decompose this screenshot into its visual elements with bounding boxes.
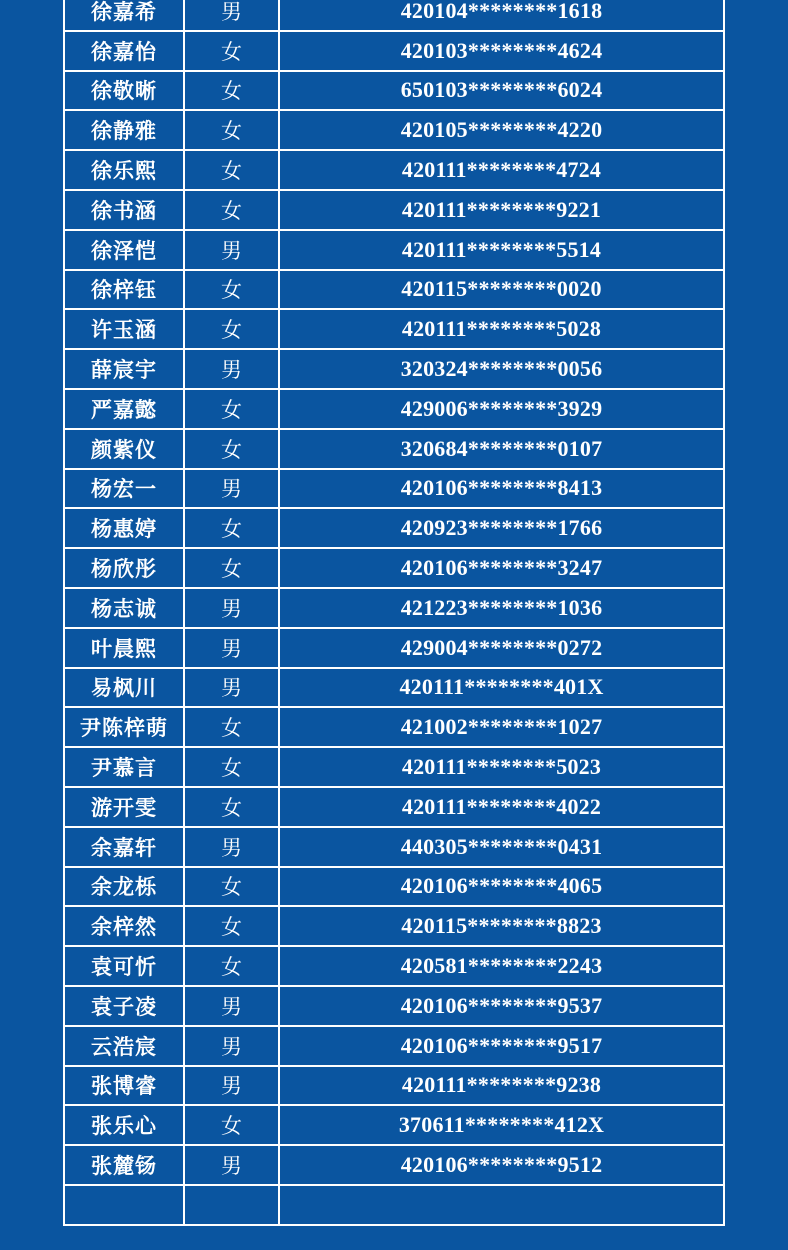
gender-cell: 女 (184, 389, 279, 429)
table-row (64, 270, 724, 310)
name-cell: 徐梓钰 (64, 270, 184, 310)
gender-cell: 男 (184, 827, 279, 867)
id-number-cell (279, 1185, 724, 1225)
table-row (64, 1145, 724, 1185)
gender-cell: 男 (184, 230, 279, 270)
id-number-cell: 420111********4022 (279, 787, 724, 827)
table-row (64, 190, 724, 230)
table-row (64, 986, 724, 1026)
gender-cell: 女 (184, 946, 279, 986)
name-cell: 云浩宸 (64, 1026, 184, 1066)
roster-table-body (64, 0, 724, 1225)
table-row (64, 429, 724, 469)
id-number-cell: 370611********412X (279, 1105, 724, 1145)
id-number-cell: 420115********8823 (279, 906, 724, 946)
name-cell: 许玉涵 (64, 309, 184, 349)
id-number-cell: 420111********9238 (279, 1066, 724, 1106)
gender-cell: 女 (184, 747, 279, 787)
id-number-cell: 421002********1027 (279, 707, 724, 747)
table-row (64, 31, 724, 71)
id-number-cell: 429006********3929 (279, 389, 724, 429)
table-row (64, 1105, 724, 1145)
name-cell: 杨志诚 (64, 588, 184, 628)
id-number-cell: 421223********1036 (279, 588, 724, 628)
id-number-cell: 420106********4065 (279, 867, 724, 907)
gender-cell: 女 (184, 71, 279, 111)
name-cell: 张博睿 (64, 1066, 184, 1106)
gender-cell: 男 (184, 628, 279, 668)
roster-table-container (63, 0, 725, 1226)
table-row (64, 389, 724, 429)
gender-cell: 女 (184, 270, 279, 310)
name-cell: 袁可忻 (64, 946, 184, 986)
gender-cell: 女 (184, 150, 279, 190)
gender-cell: 男 (184, 1066, 279, 1106)
name-cell: 杨惠婷 (64, 508, 184, 548)
name-cell: 颜紫仪 (64, 429, 184, 469)
table-row (64, 71, 724, 111)
id-number-cell: 420106********8413 (279, 469, 724, 509)
table-row (64, 906, 724, 946)
name-cell: 薛宸宇 (64, 349, 184, 389)
id-number-cell: 420111********5514 (279, 230, 724, 270)
table-row (64, 707, 724, 747)
table-row (64, 747, 724, 787)
table-row (64, 1185, 724, 1225)
name-cell: 尹陈梓萌 (64, 707, 184, 747)
gender-cell: 男 (184, 0, 279, 31)
gender-cell: 女 (184, 429, 279, 469)
table-row (64, 309, 724, 349)
id-number-cell: 420103********4624 (279, 31, 724, 71)
name-cell: 尹慕言 (64, 747, 184, 787)
gender-cell: 男 (184, 349, 279, 389)
name-cell: 游开雯 (64, 787, 184, 827)
table-row (64, 508, 724, 548)
table-row (64, 946, 724, 986)
table-row (64, 1066, 724, 1106)
name-cell: 袁子凌 (64, 986, 184, 1026)
id-number-cell: 440305********0431 (279, 827, 724, 867)
id-number-cell: 420111********5028 (279, 309, 724, 349)
table-row (64, 628, 724, 668)
table-row (64, 469, 724, 509)
roster-table (63, 0, 725, 1226)
gender-cell: 女 (184, 1105, 279, 1145)
id-number-cell: 420106********9537 (279, 986, 724, 1026)
id-number-cell: 420111********5023 (279, 747, 724, 787)
id-number-cell: 420111********9221 (279, 190, 724, 230)
table-row (64, 0, 724, 31)
name-cell (64, 1185, 184, 1225)
id-number-cell: 420111********4724 (279, 150, 724, 190)
gender-cell: 男 (184, 469, 279, 509)
table-row (64, 588, 724, 628)
id-number-cell: 320324********0056 (279, 349, 724, 389)
table-row (64, 867, 724, 907)
id-number-cell: 650103********6024 (279, 71, 724, 111)
name-cell: 徐敬晰 (64, 71, 184, 111)
name-cell: 严嘉懿 (64, 389, 184, 429)
table-row (64, 1026, 724, 1066)
table-row (64, 548, 724, 588)
gender-cell: 女 (184, 190, 279, 230)
id-number-cell: 420105********4220 (279, 110, 724, 150)
id-number-cell: 420581********2243 (279, 946, 724, 986)
name-cell: 叶晨熙 (64, 628, 184, 668)
name-cell: 徐泽恺 (64, 230, 184, 270)
name-cell: 徐书涵 (64, 190, 184, 230)
gender-cell: 女 (184, 906, 279, 946)
gender-cell: 男 (184, 986, 279, 1026)
id-number-cell: 320684********0107 (279, 429, 724, 469)
id-number-cell: 420115********0020 (279, 270, 724, 310)
table-row (64, 349, 724, 389)
id-number-cell: 420106********9517 (279, 1026, 724, 1066)
table-row (64, 668, 724, 708)
name-cell: 张乐心 (64, 1105, 184, 1145)
table-row (64, 230, 724, 270)
gender-cell: 女 (184, 867, 279, 907)
gender-cell: 女 (184, 309, 279, 349)
gender-cell: 女 (184, 110, 279, 150)
name-cell: 徐静雅 (64, 110, 184, 150)
name-cell: 余龙栎 (64, 867, 184, 907)
table-row (64, 150, 724, 190)
gender-cell: 女 (184, 31, 279, 71)
id-number-cell: 420106********3247 (279, 548, 724, 588)
id-number-cell: 420923********1766 (279, 508, 724, 548)
name-cell: 余嘉轩 (64, 827, 184, 867)
gender-cell: 女 (184, 707, 279, 747)
name-cell: 杨欣彤 (64, 548, 184, 588)
gender-cell: 男 (184, 588, 279, 628)
gender-cell: 女 (184, 548, 279, 588)
gender-cell (184, 1185, 279, 1225)
name-cell: 余梓然 (64, 906, 184, 946)
gender-cell: 男 (184, 668, 279, 708)
name-cell: 徐嘉希 (64, 0, 184, 31)
name-cell: 易枫川 (64, 668, 184, 708)
name-cell: 张麓钖 (64, 1145, 184, 1185)
table-row (64, 787, 724, 827)
id-number-cell: 420106********9512 (279, 1145, 724, 1185)
table-row (64, 110, 724, 150)
name-cell: 徐乐熙 (64, 150, 184, 190)
name-cell: 杨宏一 (64, 469, 184, 509)
gender-cell: 女 (184, 787, 279, 827)
id-number-cell: 420104********1618 (279, 0, 724, 31)
id-number-cell: 420111********401X (279, 668, 724, 708)
gender-cell: 男 (184, 1026, 279, 1066)
id-number-cell: 429004********0272 (279, 628, 724, 668)
table-row (64, 827, 724, 867)
gender-cell: 女 (184, 508, 279, 548)
gender-cell: 男 (184, 1145, 279, 1185)
name-cell: 徐嘉怡 (64, 31, 184, 71)
